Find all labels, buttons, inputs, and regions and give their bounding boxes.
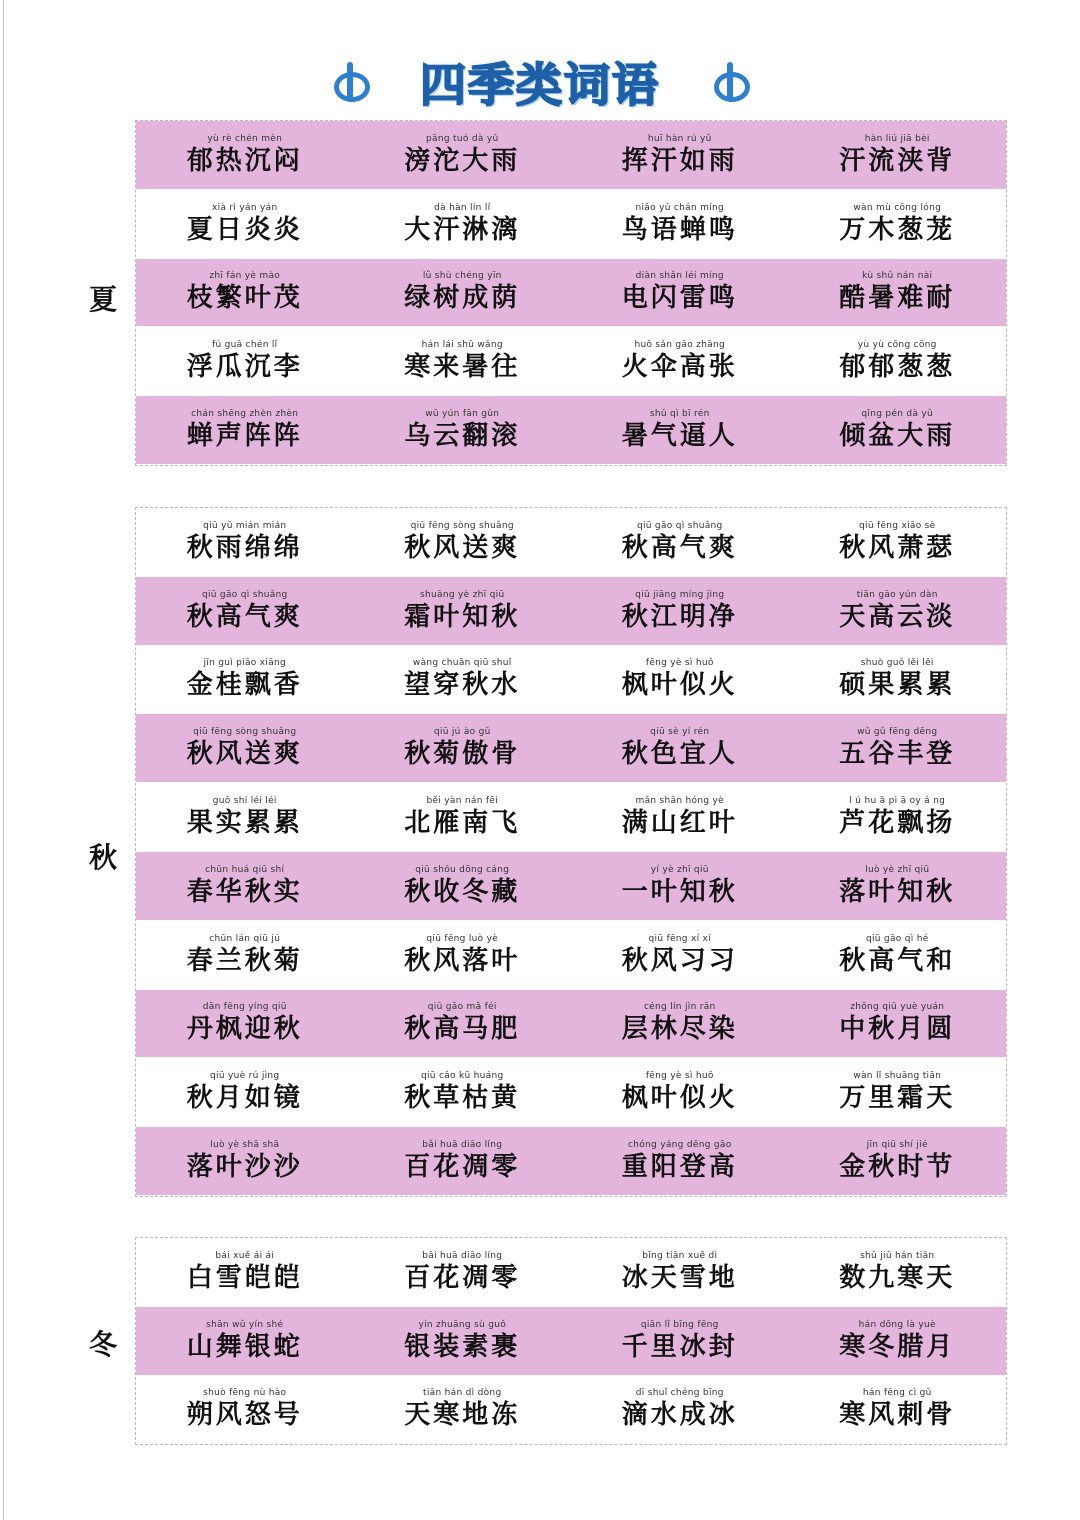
table-row: [136, 396, 1006, 465]
table-row: [136, 121, 1006, 190]
pinyin: fēng yè sì huǒ: [645, 658, 714, 669]
idiom-word: 秋色宜人: [621, 739, 738, 770]
word-cell: [354, 990, 572, 1058]
table-row: [136, 190, 1006, 259]
idiom-word: 大汗淋漓: [404, 214, 521, 245]
pinyin: shān wǔ yín shé: [206, 1319, 284, 1330]
word-cell: [354, 396, 572, 464]
word-cell: [789, 121, 1007, 189]
right-ornament-icon: [710, 62, 750, 102]
idiom-word: 秋草枯黄: [404, 1083, 521, 1114]
pinyin: qiū fēng sòng shuǎng: [193, 727, 297, 738]
word-cell: [571, 1058, 789, 1126]
idiom-word: 枝繁叶茂: [186, 283, 303, 314]
word-cell: [136, 396, 354, 464]
pinyin: qiū gāo qì hé: [865, 933, 929, 944]
pinyin: qiū cǎo kū huáng: [420, 1071, 504, 1082]
pinyin: luò yè zhī qiū: [865, 864, 930, 875]
word-cell: [789, 190, 1007, 258]
pinyin: fēng yè sì huǒ: [645, 1071, 714, 1082]
pinyin: zhī fán yè mào: [209, 271, 281, 282]
pinyin: hàn liú jiā bèi: [864, 133, 930, 144]
word-cell: [136, 577, 354, 645]
word-cell: [571, 783, 789, 851]
pinyin: wū yún fān gǔn: [425, 409, 500, 420]
pinyin: shǔ jiǔ hán tiān: [860, 1250, 935, 1261]
table-row: [136, 259, 1006, 328]
idiom-word: 挥汗如雨: [621, 145, 738, 176]
word-cell: [571, 121, 789, 189]
word-cell: [136, 121, 354, 189]
idiom-word: 秋高气爽: [186, 601, 303, 632]
word-cell: [571, 508, 789, 576]
title-bar: [0, 52, 1080, 112]
word-cell: [571, 1238, 789, 1306]
idiom-word: 鸟语蝉鸣: [621, 214, 738, 245]
pinyin: mǎn shān hóng yè: [635, 796, 724, 807]
word-cell: [789, 1238, 1007, 1306]
word-cell: [136, 714, 354, 782]
idiom-word: 春华秋实: [186, 876, 303, 907]
idiom-word: 落叶知秋: [839, 876, 956, 907]
idiom-word: 酷暑难耐: [839, 283, 956, 314]
idiom-word: 秋风送爽: [404, 532, 521, 563]
idiom-word: 秋高马肥: [404, 1014, 521, 1045]
word-cell: [136, 1376, 354, 1444]
pinyin: dān fēng yíng qiū: [202, 1002, 287, 1013]
word-cell: [354, 852, 572, 920]
idiom-word: 层林尽染: [621, 1014, 738, 1045]
pinyin: chóng yáng dēng gāo: [627, 1140, 732, 1151]
idiom-word: 天高云淡: [839, 601, 956, 632]
word-cell: [136, 646, 354, 714]
idiom-word: 秋雨绵绵: [186, 532, 303, 563]
word-cell: [136, 259, 354, 327]
word-cell: [136, 1238, 354, 1306]
word-cell: [571, 327, 789, 395]
table-row: [136, 577, 1006, 646]
word-cell: [354, 259, 572, 327]
pinyin: yí yè zhī qiū: [650, 864, 709, 875]
idiom-word: 芦花飘扬: [839, 808, 956, 839]
season-table: [135, 507, 1007, 1197]
season-table: [135, 1237, 1007, 1445]
idiom-word: 春兰秋菊: [186, 945, 303, 976]
pinyin: wàn lǐ shuāng tiān: [853, 1071, 942, 1082]
word-cell: [789, 990, 1007, 1058]
idiom-word: 数九寒天: [839, 1262, 956, 1293]
table-row: [136, 1058, 1006, 1127]
word-cell: [354, 327, 572, 395]
idiom-word: 落叶沙沙: [186, 1152, 303, 1183]
pinyin: qiū yǔ mián mián: [203, 520, 287, 531]
idiom-word: 丹枫迎秋: [186, 1014, 303, 1045]
idiom-word: 寒风刺骨: [839, 1400, 956, 1431]
word-cell: [136, 852, 354, 920]
word-cell: [571, 396, 789, 464]
idiom-word: 浮瓜沉李: [186, 352, 303, 383]
page-title: 四季类词语: [420, 58, 660, 112]
table-row: [136, 646, 1006, 715]
word-cell: [354, 783, 572, 851]
idiom-word: 火伞高张: [621, 352, 738, 383]
pinyin: fú guā chén lǐ: [212, 340, 278, 351]
pinyin: qīng pén dà yǔ: [861, 409, 934, 420]
word-cell: [354, 646, 572, 714]
idiom-word: 果实累累: [186, 808, 303, 839]
word-cell: [789, 508, 1007, 576]
pinyin: chán shēng zhèn zhèn: [191, 409, 299, 420]
word-cell: [354, 1376, 572, 1444]
word-cell: [789, 327, 1007, 395]
word-cell: [354, 1127, 572, 1195]
table-row: [136, 1376, 1006, 1445]
pinyin: jīn qiū shí jié: [866, 1140, 928, 1151]
pinyin: qiū sè yí rén: [650, 727, 710, 738]
idiom-word: 郁热沉闷: [186, 145, 303, 176]
pinyin: chūn huá qiū shí: [205, 864, 285, 875]
word-cell: [789, 783, 1007, 851]
idiom-word: 硕果累累: [839, 670, 956, 701]
pinyin: zhōng qiū yuè yuán: [850, 1002, 945, 1013]
idiom-word: 金桂飘香: [186, 670, 303, 701]
pinyin: shǔ qì bī rén: [649, 409, 710, 420]
idiom-word: 夏日炎炎: [186, 214, 303, 245]
table-row: [136, 921, 1006, 990]
word-cell: [789, 646, 1007, 714]
idiom-word: 天寒地冻: [404, 1400, 521, 1431]
idiom-word: 枫叶似火: [621, 1083, 738, 1114]
word-cell: [136, 921, 354, 989]
word-cell: [136, 190, 354, 258]
pinyin: l ú hu ā pi ā oy á ng: [849, 796, 946, 807]
idiom-word: 霜叶知秋: [404, 601, 521, 632]
word-cell: [354, 714, 572, 782]
word-cell: [571, 259, 789, 327]
word-cell: [571, 852, 789, 920]
pinyin: wàn mù cōng lóng: [853, 202, 942, 213]
word-cell: [571, 1127, 789, 1195]
pinyin: chūn lán qiū jú: [209, 933, 281, 944]
table-row: [136, 327, 1006, 396]
idiom-word: 秋风习习: [621, 945, 738, 976]
word-cell: [789, 577, 1007, 645]
pinyin: qiū gāo mǎ féi: [427, 1002, 497, 1013]
idiom-word: 郁郁葱葱: [839, 352, 956, 383]
word-cell: [354, 508, 572, 576]
word-cell: [789, 1376, 1007, 1444]
idiom-word: 倾盆大雨: [839, 421, 956, 452]
idiom-word: 秋收冬藏: [404, 876, 521, 907]
table-row: [136, 1307, 1006, 1376]
idiom-word: 银装素裹: [404, 1331, 521, 1362]
idiom-word: 万木葱茏: [839, 214, 956, 245]
word-cell: [789, 259, 1007, 327]
idiom-word: 电闪雷鸣: [621, 283, 738, 314]
pinyin: qiū gāo qì shuǎng: [636, 520, 723, 531]
table-row: [136, 714, 1006, 783]
idiom-word: 滴水成冰: [621, 1400, 738, 1431]
word-cell: [136, 327, 354, 395]
pinyin: shuò guǒ lěi lěi: [860, 658, 934, 669]
word-cell: [789, 1058, 1007, 1126]
pinyin: xià rì yán yán: [212, 202, 278, 213]
idiom-word: 蝉声阵阵: [186, 421, 303, 452]
pinyin: niǎo yǔ chán míng: [635, 202, 724, 213]
idiom-word: 滂沱大雨: [404, 145, 521, 176]
pinyin: qiū gāo qì shuǎng: [201, 589, 288, 600]
idiom-word: 朔风怒号: [186, 1400, 303, 1431]
word-cell: [354, 921, 572, 989]
table-row: [136, 783, 1006, 852]
pinyin: bǎi huā diāo líng: [422, 1140, 503, 1151]
idiom-word: 金秋时节: [839, 1152, 956, 1183]
idiom-word: 秋风送爽: [186, 739, 303, 770]
pinyin: qiū fēng xí xí: [648, 933, 711, 944]
word-cell: [354, 1307, 572, 1375]
word-cell: [136, 1058, 354, 1126]
idiom-word: 山舞银蛇: [186, 1331, 303, 1362]
word-cell: [136, 1307, 354, 1375]
pinyin: jīn guì piāo xiāng: [203, 658, 287, 669]
word-cell: [136, 783, 354, 851]
pinyin: dī shuǐ chéng bīng: [635, 1388, 724, 1399]
season-label: 冬: [88, 1328, 117, 1361]
idiom-word: 百花凋零: [404, 1152, 521, 1183]
idiom-word: 冰天雪地: [621, 1262, 738, 1293]
pinyin: bǎi huā diāo líng: [422, 1250, 503, 1261]
word-cell: [789, 714, 1007, 782]
idiom-word: 枫叶似火: [621, 670, 738, 701]
word-cell: [354, 1058, 572, 1126]
pinyin: céng lín jìn rǎn: [643, 1002, 716, 1013]
word-cell: [354, 577, 572, 645]
idiom-word: 秋高气和: [839, 945, 956, 976]
page-left-rule: [3, 0, 4, 1520]
pinyin: qiū fēng luò yè: [426, 933, 499, 944]
table-row: [136, 852, 1006, 921]
idiom-word: 一叶知秋: [621, 876, 738, 907]
pinyin: tiān gāo yún dàn: [856, 589, 938, 600]
idiom-word: 千里冰封: [621, 1331, 738, 1362]
idiom-word: 绿树成荫: [404, 283, 521, 314]
pinyin: huī hàn rú yǔ: [647, 133, 712, 144]
word-cell: [789, 852, 1007, 920]
pinyin: hán lái shǔ wǎng: [421, 340, 503, 351]
idiom-word: 望穿秋水: [404, 670, 521, 701]
season-label: 秋: [88, 841, 117, 874]
idiom-word: 秋风萧瑟: [839, 532, 956, 563]
pinyin: qiān lǐ bīng fēng: [640, 1319, 719, 1330]
pinyin: diàn shǎn léi míng: [635, 271, 724, 282]
word-cell: [136, 1127, 354, 1195]
word-cell: [789, 921, 1007, 989]
table-row: [136, 508, 1006, 577]
idiom-word: 重阳登高: [621, 1152, 738, 1183]
pinyin: lǜ shù chéng yīn: [422, 271, 502, 282]
idiom-word: 白雪皑皑: [186, 1262, 303, 1293]
pinyin: bái xuě ái ái: [215, 1250, 275, 1261]
idiom-word: 秋风落叶: [404, 945, 521, 976]
word-cell: [571, 190, 789, 258]
idiom-word: 秋菊傲骨: [404, 739, 521, 770]
pinyin: yín zhuāng sù guǒ: [418, 1319, 507, 1330]
idiom-word: 秋高气爽: [621, 532, 738, 563]
word-cell: [571, 646, 789, 714]
table-row: [136, 1238, 1006, 1307]
left-ornament-icon: [330, 62, 370, 102]
idiom-word: 秋月如镜: [186, 1083, 303, 1114]
word-cell: [354, 190, 572, 258]
idiom-word: 寒来暑往: [404, 352, 521, 383]
pinyin: kù shǔ nán nài: [862, 271, 933, 282]
word-cell: [571, 990, 789, 1058]
pinyin: běi yàn nán fēi: [426, 796, 498, 807]
word-cell: [789, 1127, 1007, 1195]
pinyin: pāng tuó dà yǔ: [426, 133, 499, 144]
pinyin: qiū fēng xiāo sè: [859, 520, 936, 531]
idiom-word: 五谷丰登: [839, 739, 956, 770]
idiom-word: 北雁南飞: [404, 808, 521, 839]
word-cell: [571, 1376, 789, 1444]
season-label: 夏: [88, 283, 117, 316]
word-cell: [789, 396, 1007, 464]
pinyin: qiū yuè rú jìng: [210, 1071, 280, 1082]
pinyin: wǔ gǔ fēng dēng: [857, 727, 938, 738]
pinyin: guǒ shí léi léi: [212, 796, 277, 807]
word-cell: [354, 121, 572, 189]
pinyin: huǒ sǎn gāo zhāng: [634, 340, 726, 351]
pinyin: qiū fēng sòng shuǎng: [410, 520, 514, 531]
pinyin: tiān hán dì dòng: [423, 1388, 502, 1399]
idiom-word: 汗流浃背: [839, 145, 956, 176]
idiom-word: 中秋月圆: [839, 1014, 956, 1045]
table-row: [136, 1127, 1006, 1196]
pinyin: luò yè shā shā: [210, 1140, 280, 1151]
pinyin: yù rè chén mèn: [207, 133, 283, 144]
word-cell: [136, 508, 354, 576]
word-cell: [571, 577, 789, 645]
idiom-word: 秋江明净: [621, 601, 738, 632]
table-row: [136, 990, 1006, 1059]
pinyin: qiū jiāng míng jìng: [635, 589, 725, 600]
idiom-word: 满山红叶: [621, 808, 738, 839]
pinyin: qiū shōu dōng cáng: [415, 864, 510, 875]
idiom-word: 乌云翻滚: [404, 421, 521, 452]
season-table: [135, 120, 1007, 466]
idiom-word: 寒冬腊月: [839, 1331, 956, 1362]
pinyin: dà hàn lín lí: [434, 202, 491, 213]
pinyin: bīng tiān xuě dì: [642, 1250, 718, 1261]
word-cell: [571, 921, 789, 989]
pinyin: yù yù cōng cōng: [857, 340, 937, 351]
pinyin: wàng chuān qiū shuǐ: [412, 658, 512, 669]
word-cell: [354, 1238, 572, 1306]
pinyin: hán dōng là yuè: [858, 1319, 936, 1330]
idiom-word: 万里霜天: [839, 1083, 956, 1114]
word-cell: [136, 990, 354, 1058]
pinyin: shuāng yè zhī qiū: [420, 589, 505, 600]
pinyin: qiū jú ào gǔ: [433, 727, 491, 738]
pinyin: shuò fēng nù hào: [203, 1388, 287, 1399]
idiom-word: 暑气逼人: [621, 421, 738, 452]
word-cell: [789, 1307, 1007, 1375]
word-cell: [571, 714, 789, 782]
word-cell: [571, 1307, 789, 1375]
pinyin: hán fēng cì gǔ: [862, 1388, 932, 1399]
idiom-word: 百花凋零: [404, 1262, 521, 1293]
